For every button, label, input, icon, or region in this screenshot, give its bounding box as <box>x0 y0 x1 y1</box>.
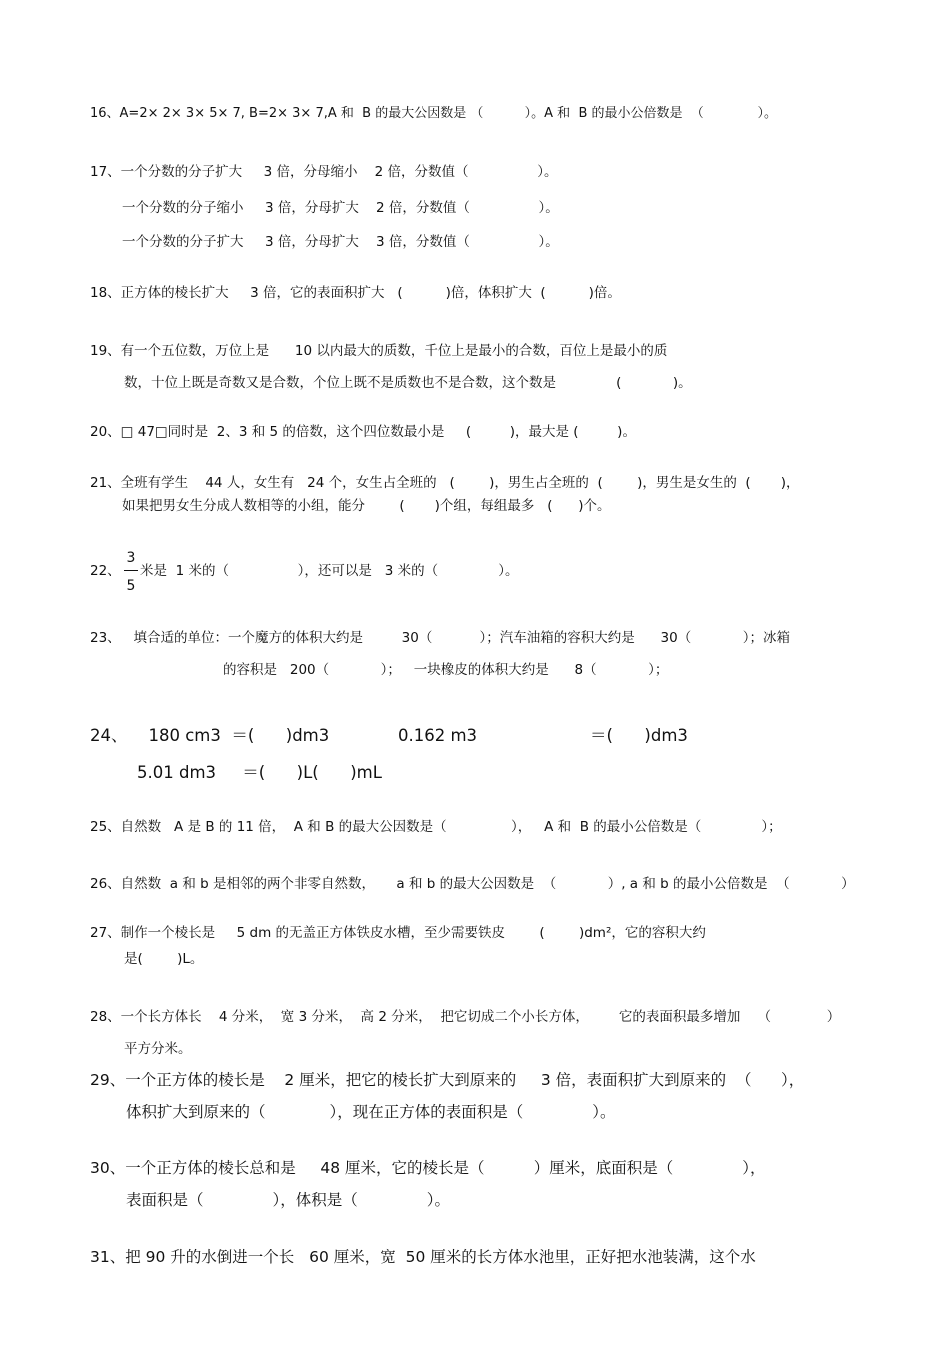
q17-line-3: 一个分数的分子扩大 3 倍，分母扩大 3 倍，分数值（ ）。 <box>122 234 559 250</box>
q26-line: 26、自然数 a 和 b 是相邻的两个非零自然数， a 和 b 的最大公因数是 （ ）, a 和 b 的最小公倍数是 （ ） <box>90 876 855 892</box>
q29-line-1: 29、一个正方体的棱长是 2 厘米，把它的棱长扩大到原来的 3 倍，表面积扩大到原来的 （ ）， <box>90 1071 805 1089</box>
q30-line-2: 表面积是（ ），体积是（ ）。 <box>126 1191 450 1209</box>
q24-line-1-a: 24、 180 cm3 ＝( )dm3 <box>90 726 330 745</box>
q22-fraction-denominator: 5 <box>126 578 136 594</box>
q24-line-2: 5.01 dm3 ＝( )L( )mL <box>137 763 382 782</box>
q23-line-1: 23、 填合适的单位：一个魔方的体积大约是 30（ ）；汽车油箱的容积大约是 30（ ）；冰箱 <box>90 630 790 646</box>
q30-line-1: 30、一个正方体的棱长总和是 48 厘米，它的棱长是（ ）厘米，底面积是（ ）， <box>90 1159 766 1177</box>
q28-line-2: 平方分米。 <box>124 1041 192 1057</box>
q18-line: 18、正方体的棱长扩大 3 倍，它的表面积扩大 ( )倍，体积扩大 ( )倍。 <box>90 285 621 301</box>
q23-line-2: 的容积是 200（ ）； 一块橡皮的体积大约是 8（ ）； <box>223 662 669 678</box>
q22-fraction-bar <box>124 570 138 571</box>
q25-line: 25、自然数 A 是 B 的 11 倍， A 和 B 的最大公因数是（ ）， A 和 B 的最小公倍数是（ ）； <box>90 819 782 835</box>
q16-line: 16、A=2× 2× 3× 5× 7, B=2× 3× 7,A 和 B 的最大公因数是 （ ）。A 和 B 的最小公倍数是 （ ）。 <box>90 106 777 121</box>
q24-line-1-b: 0.162 m3 <box>398 726 478 745</box>
q24-line-1-c: ＝( )dm3 <box>590 726 688 745</box>
q22-prefix: 22、 <box>90 563 121 579</box>
q19-line-1: 19、有一个五位数，万位上是 10 以内最大的质数，千位上是最小的合数，百位上是最小的质 <box>90 343 668 359</box>
q19-line-2: 数，十位上既是奇数又是合数，个位上既不是质数也不是合数，这个数是 ( )。 <box>124 375 692 391</box>
q29-line-2: 体积扩大到原来的（ ），现在正方体的表面积是（ ）。 <box>126 1103 616 1121</box>
q27-line-1: 27、制作一个棱长是 5 dm 的无盖正方体铁皮水槽，至少需要铁皮 ( )dm²，它的容积大约 <box>90 925 706 941</box>
q17-line-2: 一个分数的分子缩小 3 倍，分母扩大 2 倍，分数值（ ）。 <box>122 200 559 216</box>
q20-line: 20、□ 47□同时是 2、3 和 5 的倍数，这个四位数最小是 ( )，最大是 ( )。 <box>90 424 636 440</box>
q21-line-1: 21、全班有学生 44 人，女生有 24 个，女生占全班的 ( )，男生占全班的 ( )，男生是女生的 ( )， <box>90 475 800 491</box>
q22-rest: 米是 1 米的（ ），还可以是 3 米的（ ）。 <box>140 563 519 579</box>
q22-fraction-numerator: 3 <box>126 550 136 566</box>
q17-line-1: 17、一个分数的分子扩大 3 倍，分母缩小 2 倍，分数值（ ）。 <box>90 164 558 180</box>
q27-line-2: 是( )L。 <box>124 951 204 967</box>
q28-line-1: 28、一个长方体长 4 分米， 宽 3 分米， 高 2 分米， 把它切成二个小长方体， 它的表面积最多增加 （ ） <box>90 1009 841 1025</box>
q31-line: 31、把 90 升的水倒进一个长 60 厘米，宽 50 厘米的长方体水池里，正好把水池装满，这个水 <box>90 1248 756 1266</box>
q21-line-2: 如果把男女生分成人数相等的小组，能分 ( )个组，每组最多 ( )个。 <box>122 498 611 514</box>
